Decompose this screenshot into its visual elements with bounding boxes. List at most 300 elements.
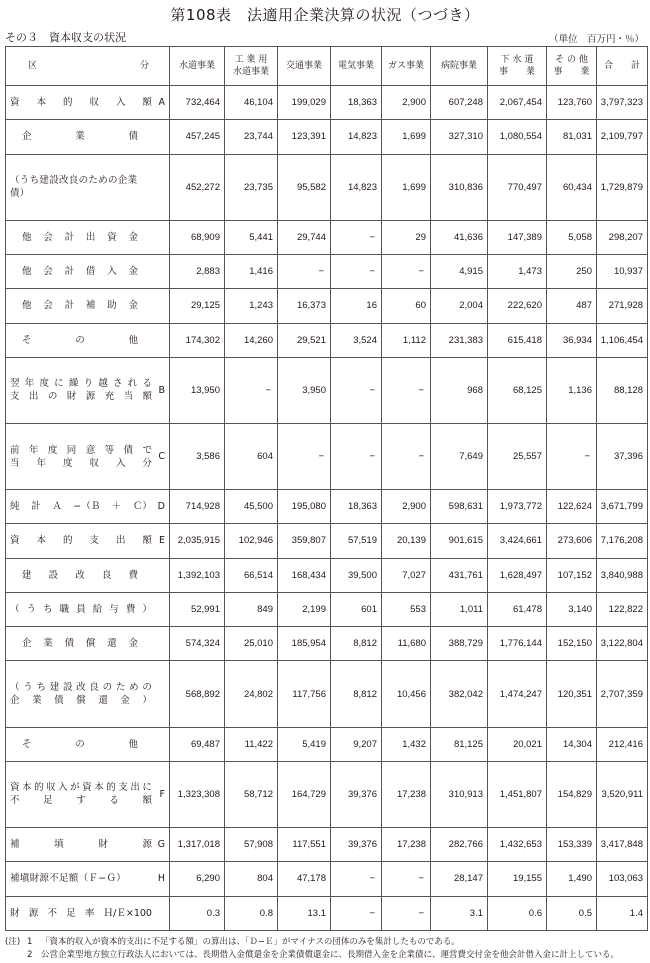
row-label-char: ） xyxy=(142,695,152,707)
cell-value: 1,490 xyxy=(547,862,597,896)
row-label-char: 支 xyxy=(10,391,20,403)
cell-value: 1,432 xyxy=(382,727,431,761)
row-label-char: 度 xyxy=(47,444,58,456)
cell-value: 271,928 xyxy=(597,289,648,323)
table-row xyxy=(6,154,648,220)
row-label xyxy=(6,423,170,489)
cell-value: 81,125 xyxy=(431,727,488,761)
row-label-char: 本 xyxy=(22,782,32,794)
table-row xyxy=(6,423,648,489)
table-row xyxy=(6,661,648,727)
header-col-1: 工 業 用 水道事業 xyxy=(225,47,278,86)
row-label xyxy=(6,661,170,727)
row-label-char: 計 xyxy=(64,300,75,312)
cell-value: − xyxy=(331,254,382,288)
cell-value: 2,067,454 xyxy=(488,86,547,120)
cell-value: 14,304 xyxy=(547,727,597,761)
cell-value: 37,396 xyxy=(597,423,648,489)
cell-value: 1,392,103 xyxy=(170,558,225,592)
cell-value: 152,150 xyxy=(547,627,597,661)
row-label-char: 財 xyxy=(10,907,20,919)
cell-value: 23,744 xyxy=(225,120,278,154)
row-label-char: （ xyxy=(10,682,20,694)
row-label-char: 借 xyxy=(85,266,96,278)
row-label-char: 建 xyxy=(22,569,32,581)
cell-value: 1,474,247 xyxy=(488,661,547,727)
cell-value: 1,973,772 xyxy=(488,490,547,524)
row-label-char: 繰 xyxy=(68,378,79,390)
cell-value: 2,900 xyxy=(382,86,431,120)
cell-value: 3.1 xyxy=(431,896,488,930)
cell-value: 199,029 xyxy=(278,86,331,120)
cell-value: 1,243 xyxy=(225,289,278,323)
cell-value: 1,699 xyxy=(382,120,431,154)
row-label xyxy=(6,490,170,524)
row-label-char: 源 xyxy=(28,907,39,919)
row-label-char: 支 xyxy=(118,782,128,794)
row-label-text: （うち建設改良のための企業債） xyxy=(10,175,138,200)
cell-value: 57,908 xyxy=(225,828,278,862)
cell-value: 46,104 xyxy=(225,86,278,120)
row-label-char: 収 xyxy=(89,457,99,469)
row-label xyxy=(6,120,170,154)
cell-value: 10,456 xyxy=(382,661,431,727)
row-label-char: 額 xyxy=(142,97,152,109)
row-label-char: 当 xyxy=(10,457,20,469)
row-label-char: 出 xyxy=(85,231,96,243)
row-label-char: れ xyxy=(127,378,138,390)
cell-value: 174,302 xyxy=(170,323,225,357)
cell-value: − xyxy=(382,862,431,896)
row-label-char: 額 xyxy=(142,535,152,547)
cell-value: 6,290 xyxy=(170,862,225,896)
cell-value: 29,744 xyxy=(278,220,331,254)
row-label-char: 債 xyxy=(54,695,64,707)
row-key-letter: H xyxy=(157,873,165,885)
row-label-char: 良 xyxy=(101,569,112,581)
row-label-char: 財 xyxy=(66,391,77,403)
header-category-right: 分 xyxy=(139,61,149,71)
row-label xyxy=(6,86,170,120)
cell-value: 39,500 xyxy=(331,558,382,592)
row-label-char: 給 xyxy=(92,604,103,616)
note-number-1: 1 xyxy=(27,937,33,947)
cell-value: 212,416 xyxy=(597,727,648,761)
header-col-8: 合 計 xyxy=(597,47,648,86)
cell-value: 16,373 xyxy=(278,289,331,323)
row-label-char: の xyxy=(47,391,58,403)
cell-value: 5,419 xyxy=(278,727,331,761)
row-label-char: 資 xyxy=(10,782,20,794)
cell-value: 382,042 xyxy=(431,661,488,727)
row-label-char: 額 xyxy=(142,391,152,403)
row-label-char: 改 xyxy=(75,569,85,581)
cell-value: 117,551 xyxy=(278,828,331,862)
row-label-char: 業 xyxy=(43,638,53,650)
row-key-letter: A xyxy=(158,97,165,109)
cell-value: 17,238 xyxy=(382,761,431,827)
cell-value: 0.8 xyxy=(225,896,278,930)
cell-value: 20,139 xyxy=(382,524,431,558)
row-label-char: 債 xyxy=(128,131,138,143)
cell-value: 122,624 xyxy=(547,490,597,524)
cell-value: 8,812 xyxy=(331,661,382,727)
row-label-char: さ xyxy=(113,378,123,390)
cell-value: 568,892 xyxy=(170,661,225,727)
cell-value: 47,178 xyxy=(278,862,331,896)
row-label-char: 財 xyxy=(98,839,108,851)
row-label xyxy=(6,727,170,761)
row-label xyxy=(6,558,170,592)
cell-value: 122,822 xyxy=(597,592,648,626)
row-key-letter: D xyxy=(157,501,165,513)
header-col-0: 水道事業 xyxy=(170,47,225,86)
header-col-4: ガス事業 xyxy=(382,47,431,86)
cell-value: 604 xyxy=(225,423,278,489)
note-text-1: 「資本的収入が資本的支出に不足する額」の算出は、「Ｄ−Ｅ」がマイナスの団体のみを集計したものである。 xyxy=(41,937,460,947)
row-label-char: 金 xyxy=(120,695,130,707)
row-label-char: 資 xyxy=(107,231,117,243)
cell-value: 231,383 xyxy=(431,323,488,357)
cell-value: 1,323,308 xyxy=(170,761,225,827)
cell-value: 2,707,359 xyxy=(597,661,648,727)
row-label xyxy=(6,254,170,288)
row-label-char: 源 xyxy=(85,391,96,403)
cell-value: 3,520,911 xyxy=(597,761,648,827)
capital-balance-table xyxy=(5,46,648,931)
row-label-char: Ｃ） xyxy=(132,501,152,513)
cell-value: 2,883 xyxy=(170,254,225,288)
row-label-char: の xyxy=(75,334,85,346)
row-label-char: そ xyxy=(22,738,32,750)
row-label-char: の xyxy=(75,738,85,750)
row-label-char: 同 xyxy=(66,444,77,456)
cell-value: − xyxy=(278,254,331,288)
row-label-char: 源 xyxy=(142,839,152,851)
row-label-char: 出 xyxy=(28,391,39,403)
table-row xyxy=(6,761,648,827)
row-label-char: 出 xyxy=(115,535,126,547)
row-label-char: 入 xyxy=(115,97,126,109)
cell-value: 19,155 xyxy=(488,862,547,896)
row-label-char: 金 xyxy=(128,231,138,243)
cell-value: 2,900 xyxy=(382,490,431,524)
cell-value: − xyxy=(331,896,382,930)
cell-value: 29,521 xyxy=(278,323,331,357)
row-label-char: 費 xyxy=(125,604,136,616)
cell-value: 9,207 xyxy=(331,727,382,761)
row-label-char: 当 xyxy=(123,391,134,403)
row-label-char: 金 xyxy=(128,300,138,312)
table-row xyxy=(6,289,648,323)
row-label-char: め xyxy=(129,682,139,694)
cell-value: 1,699 xyxy=(382,154,431,220)
cell-value: 3,524 xyxy=(331,323,382,357)
table-row xyxy=(6,627,648,661)
row-label-text: 補塡財源不足額（Ｆ−Ｇ） xyxy=(10,873,127,885)
row-label-char: 不 xyxy=(10,795,20,807)
cell-value: 60,434 xyxy=(547,154,597,220)
cell-value: 120,351 xyxy=(547,661,597,727)
cell-value: 7,649 xyxy=(431,423,488,489)
cell-value: 2,199 xyxy=(278,592,331,626)
row-label-char: 補 xyxy=(10,839,20,851)
row-label-char: る xyxy=(109,795,119,807)
cell-value: 3,671,799 xyxy=(597,490,648,524)
row-label-char: に xyxy=(142,782,152,794)
row-label-char: 入 xyxy=(107,266,117,278)
row-label-char: う xyxy=(26,604,37,616)
row-label-char: ち xyxy=(36,682,46,694)
row-label-char: 企 xyxy=(22,131,32,143)
cell-value: 1,628,497 xyxy=(488,558,547,592)
row-label-char: 入 xyxy=(115,457,126,469)
row-label-char: 意 xyxy=(85,444,96,456)
table-row xyxy=(6,828,648,862)
row-label-char: 会 xyxy=(43,266,53,278)
cell-value: 88,128 xyxy=(597,357,648,423)
cell-value: − xyxy=(331,423,382,489)
cell-value: 168,434 xyxy=(278,558,331,592)
cell-value: 0.6 xyxy=(488,896,547,930)
row-label-char: 還 xyxy=(98,695,108,707)
cell-value: 16 xyxy=(331,289,382,323)
cell-value: 123,760 xyxy=(547,86,597,120)
cell-value: 1,473 xyxy=(488,254,547,288)
row-label-char: 収 xyxy=(46,782,56,794)
cell-value: 553 xyxy=(382,592,431,626)
row-label-char: 計 xyxy=(64,231,75,243)
row-label-char: 設 xyxy=(62,682,73,694)
cell-value: 1,136 xyxy=(547,357,597,423)
row-label-char: が xyxy=(70,782,80,794)
row-label-char: り xyxy=(83,378,94,390)
note-text-2: 公営企業型地方独立行政法人においては、長期借入金償還金を企業債償還金に、長期借入金を企業債に、運営費交付金を他会計借入金に計上している。 xyxy=(41,950,620,960)
row-label-char: 出 xyxy=(130,782,140,794)
cell-value: 29 xyxy=(382,220,431,254)
cell-value: 601 xyxy=(331,592,382,626)
cell-value: 195,080 xyxy=(278,490,331,524)
row-label-char: 年 xyxy=(36,457,46,469)
cell-value: 1,451,807 xyxy=(488,761,547,827)
cell-value: − xyxy=(225,357,278,423)
cell-value: 388,729 xyxy=(431,627,488,661)
cell-value: 1,112 xyxy=(382,323,431,357)
cell-value: 81,031 xyxy=(547,120,597,154)
cell-value: 11,422 xyxy=(225,727,278,761)
cell-value: 5,441 xyxy=(225,220,278,254)
row-label xyxy=(6,627,170,661)
row-label-char: 改 xyxy=(76,682,86,694)
row-label-char: 債 xyxy=(64,638,75,650)
row-label-char: 度 xyxy=(62,457,73,469)
row-label-char: （ xyxy=(10,604,20,616)
row-label xyxy=(6,154,170,220)
row-label-char: 度 xyxy=(39,378,49,390)
table-row xyxy=(6,220,648,254)
row-label-char: 率 xyxy=(84,907,95,919)
header-category xyxy=(6,47,170,86)
row-label-char: 支 xyxy=(89,535,99,547)
cell-value: 23,735 xyxy=(225,154,278,220)
row-label-char: 填 xyxy=(54,839,64,851)
cell-value: 36,934 xyxy=(547,323,597,357)
cell-value: 607,248 xyxy=(431,86,488,120)
row-label-char: 金 xyxy=(128,638,138,650)
cell-value: 58,712 xyxy=(225,761,278,827)
row-label-char: 還 xyxy=(107,638,117,650)
cell-value: 2,004 xyxy=(431,289,488,323)
row-label-char: 良 xyxy=(89,682,99,694)
row-label-char: 他 xyxy=(128,334,138,346)
cell-value: 282,766 xyxy=(431,828,488,862)
row-label-char: 費 xyxy=(128,569,138,581)
cell-value: 8,812 xyxy=(331,627,382,661)
section-subtitle: その３ 資本収支の状況 xyxy=(5,31,126,44)
cell-value: 7,176,208 xyxy=(597,524,648,558)
row-label-char: 足 xyxy=(66,907,76,919)
cell-value: 103,063 xyxy=(597,862,648,896)
cell-value: 968 xyxy=(431,357,488,423)
cell-value: 45,500 xyxy=(225,490,278,524)
row-label xyxy=(6,220,170,254)
note-number-2: 2 xyxy=(27,950,33,960)
cell-value: 117,756 xyxy=(278,661,331,727)
row-label-char: 員 xyxy=(76,604,86,616)
table-row xyxy=(6,524,648,558)
row-key-letter: B xyxy=(158,384,165,396)
footnotes xyxy=(5,936,647,962)
row-label xyxy=(6,323,170,357)
cell-value: 95,582 xyxy=(278,154,331,220)
cell-value: 1,416 xyxy=(225,254,278,288)
cell-value: 11,680 xyxy=(382,627,431,661)
cell-value: 714,928 xyxy=(170,490,225,524)
row-label-char: 他 xyxy=(22,266,32,278)
cell-value: 14,260 xyxy=(225,323,278,357)
row-label xyxy=(6,289,170,323)
row-label-char: 資 xyxy=(10,535,20,547)
cell-value: 25,010 xyxy=(225,627,278,661)
cell-value: 310,836 xyxy=(431,154,488,220)
unit-label: （単位 百万円・％） xyxy=(548,34,644,45)
cell-value: 574,324 xyxy=(170,627,225,661)
cell-value: 3,586 xyxy=(170,423,225,489)
header-col-7: そ の 他 事 業 xyxy=(547,47,597,86)
cell-value: 25,557 xyxy=(488,423,547,489)
cell-value: − xyxy=(331,220,382,254)
row-label-char: −（Ｂ xyxy=(73,501,101,513)
cell-value: 123,391 xyxy=(278,120,331,154)
cell-value: 1,011 xyxy=(431,592,488,626)
cell-value: 1,432,653 xyxy=(488,828,547,862)
row-label-char: 他 xyxy=(22,231,32,243)
row-label-char: 資 xyxy=(10,97,20,109)
cell-value: 61,478 xyxy=(488,592,547,626)
row-label-char: 足 xyxy=(43,795,53,807)
row-label-char: 的 xyxy=(34,782,44,794)
cell-value: 14,823 xyxy=(331,154,382,220)
cell-value: 901,615 xyxy=(431,524,488,558)
row-label-char: 業 xyxy=(75,131,85,143)
row-label-char: 充 xyxy=(104,391,115,403)
cell-value: 5,058 xyxy=(547,220,597,254)
cell-value: 3,417,848 xyxy=(597,828,648,862)
cell-value: 60 xyxy=(382,289,431,323)
table-row xyxy=(6,896,648,930)
row-key-letter: F xyxy=(159,788,165,800)
cell-value: 1,776,144 xyxy=(488,627,547,661)
cell-value: 0.3 xyxy=(170,896,225,930)
cell-value: 41,636 xyxy=(431,220,488,254)
header-col-6: 下 水 道 事 業 xyxy=(488,47,547,86)
cell-value: 0.5 xyxy=(547,896,597,930)
cell-value: 147,389 xyxy=(488,220,547,254)
row-label-char: 助 xyxy=(107,300,117,312)
row-label-char: 不 xyxy=(47,907,57,919)
table-row xyxy=(6,862,648,896)
cell-value: 52,991 xyxy=(170,592,225,626)
table-row xyxy=(6,490,648,524)
row-label-char: 債 xyxy=(123,444,134,456)
row-label-char: 職 xyxy=(59,604,70,616)
row-label-char: Ｈ/Ｅ×100 xyxy=(103,907,152,919)
row-label-char: 他 xyxy=(22,300,32,312)
cell-value: 1,317,018 xyxy=(170,828,225,862)
row-label-char: Ａ xyxy=(52,501,62,513)
row-label-char: 入 xyxy=(58,782,68,794)
cell-value: 327,310 xyxy=(431,120,488,154)
row-label-char: の xyxy=(102,682,113,694)
row-key-letter: E xyxy=(158,535,165,547)
cell-value: 598,631 xyxy=(431,490,488,524)
cell-value: 4,915 xyxy=(431,254,488,288)
row-key-letter: C xyxy=(158,451,165,462)
row-label xyxy=(6,896,170,930)
header-col-3: 電気事業 xyxy=(331,47,382,86)
row-key-letter: G xyxy=(157,839,165,851)
notes-label: (注) xyxy=(5,937,21,947)
cell-value: 1,106,454 xyxy=(597,323,648,357)
cell-value: − xyxy=(382,896,431,930)
cell-value: − xyxy=(331,862,382,896)
row-label-char: 本 xyxy=(36,535,46,547)
table-body xyxy=(6,86,648,931)
cell-value: − xyxy=(382,254,431,288)
table-row xyxy=(6,86,648,120)
row-label-char: 年 xyxy=(28,444,39,456)
row-label-char: ち xyxy=(43,604,53,616)
cell-value: 2,109,797 xyxy=(597,120,648,154)
row-label-char: 等 xyxy=(104,444,115,456)
cell-value: − xyxy=(278,423,331,489)
cell-value: 457,245 xyxy=(170,120,225,154)
row-label-char: 本 xyxy=(94,782,104,794)
row-label-char: 前 xyxy=(10,444,20,456)
cell-value: 17,238 xyxy=(382,828,431,862)
row-label xyxy=(6,357,170,423)
cell-value: 39,376 xyxy=(331,828,382,862)
row-label xyxy=(6,592,170,626)
row-label-char: 会 xyxy=(43,231,53,243)
page-title: 第108表 法適用企業決算の状況（つづき） xyxy=(170,6,480,24)
cell-value: 770,497 xyxy=(488,154,547,220)
cell-value: 20,021 xyxy=(488,727,547,761)
header-col-2: 交通事業 xyxy=(278,47,331,86)
row-label-char: 年 xyxy=(24,378,35,390)
cell-value: 250 xyxy=(547,254,597,288)
cell-value: 359,807 xyxy=(278,524,331,558)
